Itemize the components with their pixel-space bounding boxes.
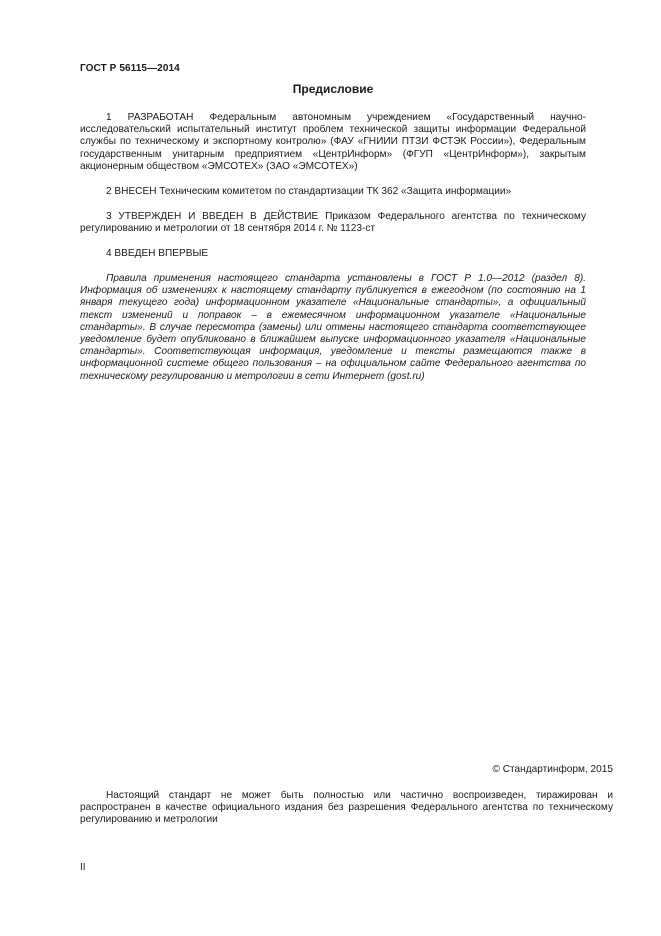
paragraph-rules: Правила применения настоящего стандарта установлены в ГОСТ Р 1.0—2012 (раздел 8). Информация об изменениях к настоящему стандарту публикуется в ежегодном (по состоянию на 1 января текущего года) информационном указателе «Национальные стандарты», а официальный текст изменений и поправок – в ежемесячном информационном указателе «Национальные стандарты». В случае пересмотра (замены) или отмены настоящего стандарта соответствующее уведомление будет опубликовано в ближайшем выпуске информационного указателя «Национальные стандарты». Соответствующая информация, уведомление и тексты размещаются также в информационной системе общего пользования – на официальном сайте Федерального агентства по техническому регулированию и метрологии в сети Интернет (gost.ru) xyxy=(80,273,586,382)
paragraph-approved: 3 УТВЕРЖДЕН И ВВЕДЕН В ДЕЙСТВИЕ Приказом Федерального агентства по техническому регулированию и метрологии от 18 сентября 2014 г. № 1123-ст xyxy=(80,211,586,235)
page-title: Предисловие xyxy=(292,82,374,96)
paragraph-developed: 1 РАЗРАБОТАН Федеральным автономным учреждением «Государственный научно-исследовательский испытательный институт проблем технической защиты информации Федеральной службы по техническому и экспортному контролю» (ФАУ «ГНИИИ ПТЗИ ФСТЭК России»), Федеральным государственным унитарным предприятием «ЦентрИнформ» (ФГУП «ЦентрИнформ»), закрытым акционерным обществом «ЭМСОТЕХ» (ЗАО «ЭМСОТЕХ») xyxy=(80,112,586,172)
paragraph-first-time: 4 ВВЕДЕН ВПЕРВЫЕ xyxy=(106,248,209,259)
copyright-notice: © Стандартинформ, 2015 xyxy=(492,764,613,775)
document-code: ГОСТ Р 56115—2014 xyxy=(80,63,180,74)
page-number: II xyxy=(80,862,86,873)
paragraph-introduced: 2 ВНЕСЕН Техническим комитетом по стандартизации ТК 362 «Защита информации» xyxy=(106,186,512,197)
paragraph-reproduction-notice: Настоящий стандарт не может быть полностью или частично воспроизведен, тиражирован и распространен в качестве официального издания без разрешения Федерального агентства по техническому регулированию и метрологии xyxy=(80,790,613,826)
